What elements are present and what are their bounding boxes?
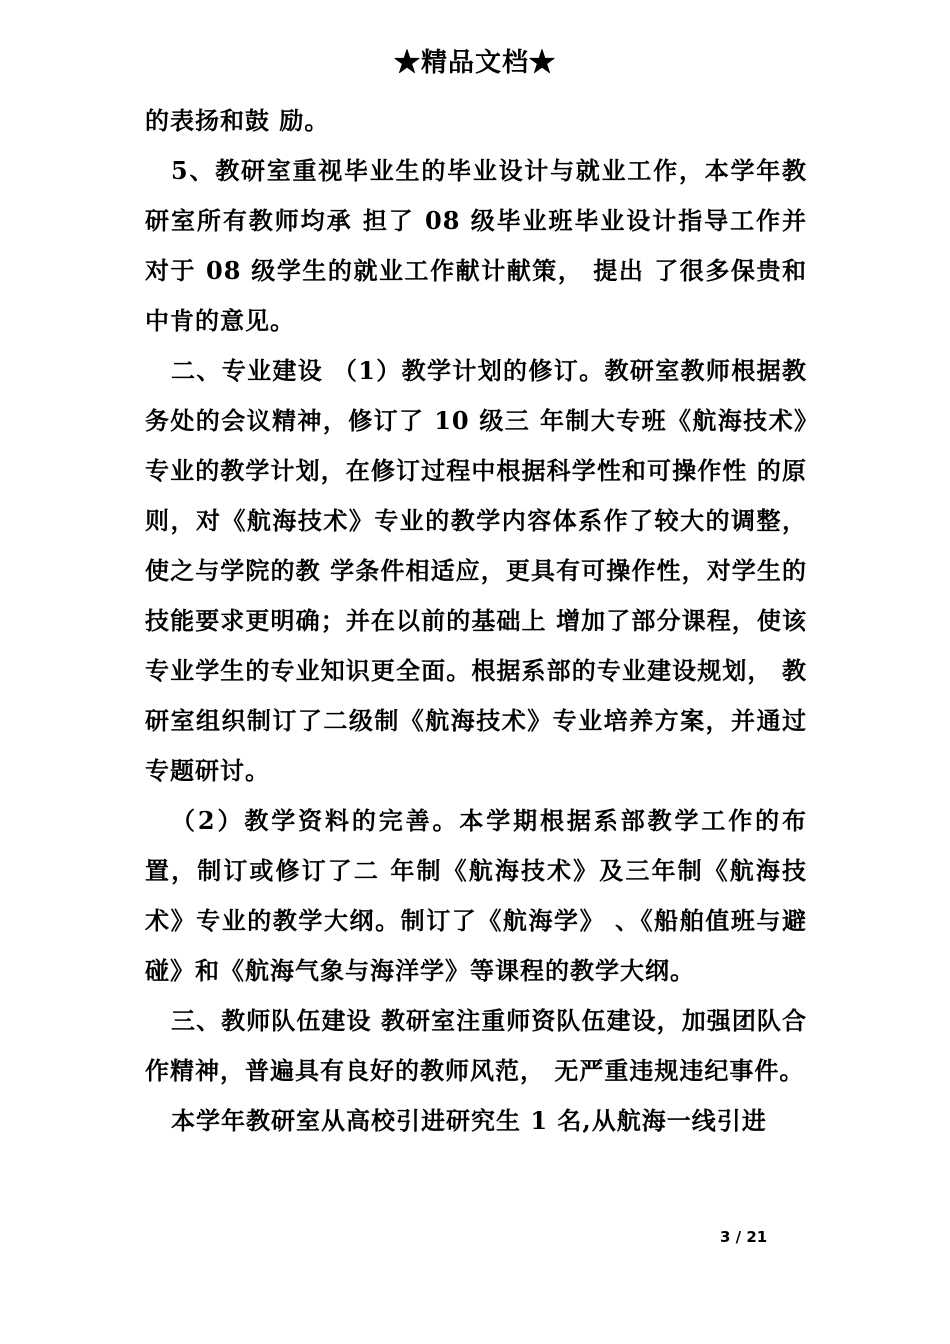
paragraph-teacher-team: 三、教师队伍建设 教研室注重师资队伍建设，加强团队合作精神，普遍具有良好的教师风范， 无严重违规违纪事件。 bbox=[145, 1006, 807, 1085]
paragraph-recruitment: 本学年教研室从高校引进研究生 1 名,从航海一线引进 bbox=[171, 1106, 767, 1135]
paragraph-continuation: 的表扬和鼓 励。 bbox=[145, 106, 330, 135]
page-header-title: ★精品文档★ bbox=[393, 48, 556, 78]
paragraph-major-construction: 二、专业建设 （1）教学计划的修订。教研室教师根据教务处的会议精神，修订了 10 级三 年制大专班《航海技术》专业的教学计划，在修订过程中根据科学性和可操作性 的原则，对《航海技术》专业的教学内容体系作了较大的调整，使之与学院的教 学条件相适应，更具有可操作性，对学生的技能要求更明确；并在以前的基础上 增加了部分课程，使该专业学生的专业知识更全面。根据系部的专业建设规划， 教研室组织制订了二级制《航海技术》专业培养方案，并通过专题研讨。 bbox=[145, 356, 807, 785]
paragraph-teaching-materials: （2）教学资料的完善。本学期根据系部教学工作的布置，制订或修订了二 年制《航海技术》及三年制《航海技术》专业的教学大纲。制订了《航海学》 、《船舶值班与避碰》和《航海气象与海洋学》等课程的教学大纲。 bbox=[145, 806, 807, 985]
page-number: 3 / 21 bbox=[720, 1228, 768, 1246]
document-body bbox=[145, 96, 807, 1146]
paragraph-graduation-work: 5、教研室重视毕业生的毕业设计与就业工作，本学年教研室所有教师均承 担了 08 级毕业班毕业设计指导工作并对于 08 级学生的就业工作献计献策， 提出 了很多保贵和中肯的意见。 bbox=[145, 156, 807, 335]
